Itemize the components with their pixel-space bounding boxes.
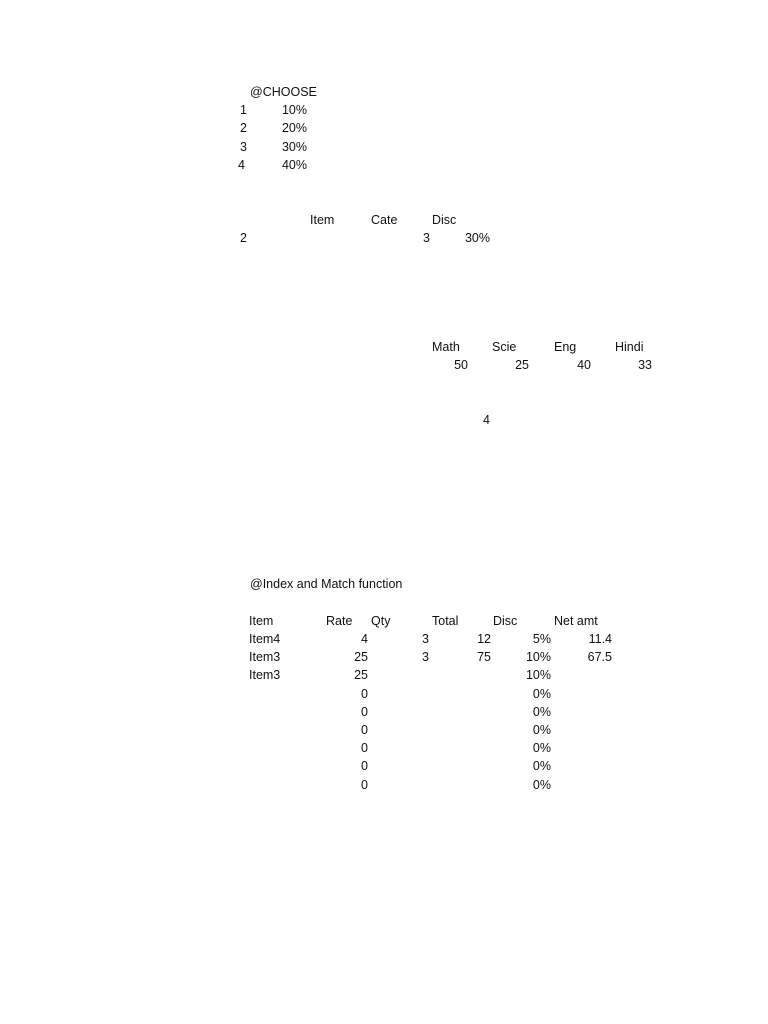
im-row-4-disc: 0%	[532, 687, 551, 701]
choose-row-4-index: 4	[238, 158, 245, 172]
im-header-disc: Disc	[493, 614, 518, 628]
im-row-5-disc: 0%	[532, 705, 551, 719]
choose-row-2-percent: 20%	[281, 121, 307, 135]
im-row-2-disc: 10%	[525, 650, 551, 664]
score-header-eng: Eng	[554, 340, 577, 354]
im-row-6-disc: 0%	[532, 723, 551, 737]
lookup-header-item: Item	[310, 213, 335, 227]
lookup-header-cate: Cate	[371, 213, 398, 227]
im-row-2-qty: 3	[422, 650, 429, 664]
im-row-8-disc: 0%	[532, 759, 551, 773]
score-value-scie: 25	[515, 358, 529, 372]
im-row-1-rate: 4	[361, 632, 368, 646]
score-header-hindi: Hindi	[615, 340, 644, 354]
choose-row-1-percent: 10%	[281, 103, 307, 117]
im-row-2-item: Item3	[249, 650, 281, 664]
im-row-3-disc: 10%	[525, 668, 551, 682]
lookup-header-disc: Disc	[432, 213, 457, 227]
im-row-5-rate: 0	[361, 705, 368, 719]
lookup-index: 2	[240, 231, 247, 245]
score-value-math: 50	[454, 358, 468, 372]
choose-row-3-percent: 30%	[281, 140, 307, 154]
score-header-math: Math	[432, 340, 460, 354]
index-match-title: @Index and Match function	[250, 577, 403, 591]
lookup-cate-value: 3	[423, 231, 430, 245]
im-header-rate: Rate	[326, 614, 353, 628]
im-row-3-item: Item3	[249, 668, 281, 682]
score-value-hindi: 33	[638, 358, 652, 372]
im-row-9-rate: 0	[361, 778, 368, 792]
im-row-1-total: 12	[477, 632, 491, 646]
choose-row-2-index: 2	[240, 121, 247, 135]
im-row-6-rate: 0	[361, 723, 368, 737]
score-result: 4	[483, 413, 490, 427]
score-value-eng: 40	[577, 358, 591, 372]
im-row-3-rate: 25	[354, 668, 368, 682]
im-row-1-net: 11.4	[588, 632, 612, 646]
choose-row-3-index: 3	[240, 140, 247, 154]
im-header-net: Net amt	[554, 614, 598, 628]
im-row-7-rate: 0	[361, 741, 368, 755]
im-row-8-rate: 0	[361, 759, 368, 773]
im-row-1-qty: 3	[422, 632, 429, 646]
score-header-scie: Scie	[492, 340, 517, 354]
im-header-total: Total	[432, 614, 459, 628]
im-header-item: Item	[249, 614, 274, 628]
im-row-1-disc: 5%	[532, 632, 551, 646]
lookup-disc-value: 30%	[464, 231, 490, 245]
im-row-4-rate: 0	[361, 687, 368, 701]
choose-row-4-percent: 40%	[281, 158, 307, 172]
im-row-2-rate: 25	[354, 650, 368, 664]
im-row-2-total: 75	[477, 650, 491, 664]
im-row-9-disc: 0%	[532, 778, 551, 792]
im-header-qty: Qty	[371, 614, 391, 628]
choose-row-1-index: 1	[240, 103, 247, 117]
im-row-7-disc: 0%	[532, 741, 551, 755]
im-row-2-net: 67.5	[587, 650, 612, 664]
choose-title: @CHOOSE	[250, 85, 317, 99]
im-row-1-item: Item4	[249, 632, 281, 646]
